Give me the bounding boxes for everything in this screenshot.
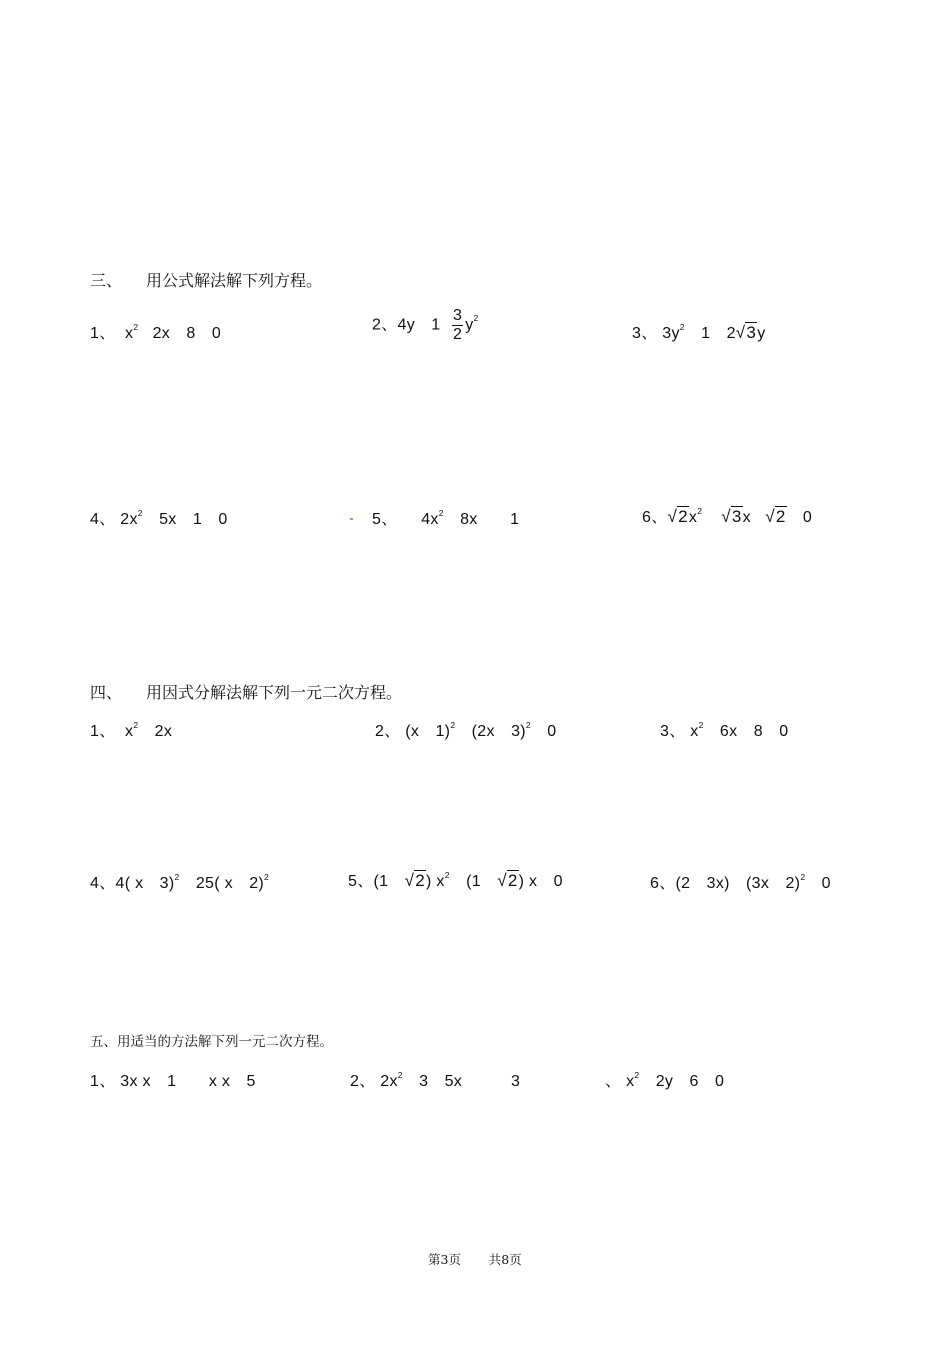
sqrt-symbol: √2 <box>404 871 426 890</box>
problem-4-1: 1、 $x^2$ 2x <box>90 719 173 740</box>
problem-3-3: 3、 $3y^2$ 1 2√3y <box>632 321 766 342</box>
problem-4-2: 2、 (x 1)$^2$ (2x 3)$^2$ 0 <box>375 719 557 740</box>
sqrt-symbol: √2 <box>765 507 786 526</box>
problem-5-3: 、 $x^2$ 2y 6 0 <box>605 1069 725 1090</box>
problem-3-6: 6、$√2x^2$ √3x √2 0 <box>642 505 813 526</box>
page-footer <box>428 1250 522 1268</box>
problem-5-2: 2、 $2x^2$ 3 5x 3 <box>350 1069 521 1090</box>
section-4-title: 四、 用因式分解法解下列一元二次方程。 <box>90 683 403 702</box>
problem-3-5: 5、 $4x^2$ 8x 1 <box>372 507 520 528</box>
sqrt-symbol: √3 <box>721 507 742 526</box>
section-3-title: 三、 用公式解法解下列方程。 <box>90 271 323 290</box>
fraction: $\frac{3}{2}$ <box>453 307 463 343</box>
page-number: 第3页 <box>428 1252 461 1267</box>
stray-mark <box>350 518 353 520</box>
sqrt-symbol: √2 <box>497 871 518 890</box>
problem-4-4: 4、4( x 3)$^2$ 25( x 2)$^2$ <box>90 871 270 892</box>
problem-3-2: 2、4y 1 $\frac{3}{2}$ $y^2$ <box>372 307 479 343</box>
problem-3-4: 4、 $2x^2$ 5x 1 0 <box>90 507 228 528</box>
problem-4-6: 6、(2 3x) (3x 2)$^2$ 0 <box>650 871 831 892</box>
section-5-title: 五、用适当的方法解下列一元二次方程。 <box>90 1034 333 1050</box>
problem-4-5: 5、(1 √2) $x^2$ (1 √2) x 0 <box>348 869 563 890</box>
problem-3-1: 1、 $x^2$ 2x 8 0 <box>90 321 222 342</box>
sqrt-symbol: √2 <box>667 507 688 526</box>
problem-5-1: 1、 3x x 1 x x 5 <box>90 1073 256 1090</box>
total-pages: 共8页 <box>488 1252 522 1267</box>
sqrt-symbol: √3 <box>735 323 757 342</box>
problem-4-3: 3、 $x^2$ 6x 8 0 <box>660 719 789 740</box>
